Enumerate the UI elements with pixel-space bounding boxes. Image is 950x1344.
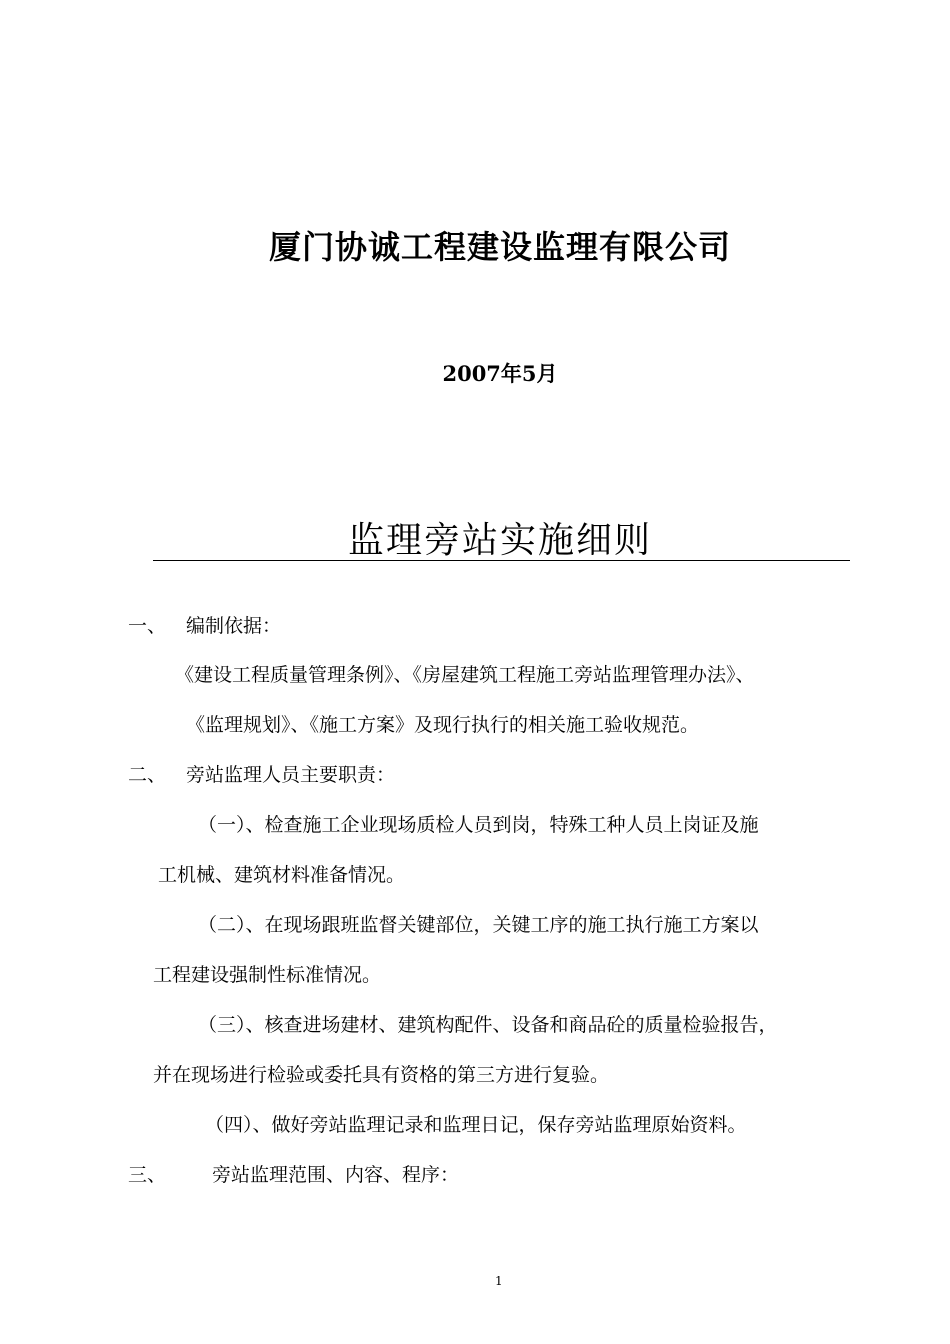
section-2-number: 二、 [128, 764, 167, 786]
section-3-heading: 旁站监理范围、内容、程序： [212, 1164, 460, 1186]
section-2-heading: 旁站监理人员主要职责： [186, 764, 396, 786]
document-title: 监理旁站实施细则 [347, 520, 652, 561]
section-2-item-2-line-1: （二）、在现场跟班监督关键部位，关键工序的施工执行施工方案以 [198, 914, 759, 936]
section-2-item-4-line-1: （四）、做好旁站监理记录和监理日记，保存旁站监理原始资料。 [205, 1114, 747, 1136]
page-number: 1 [495, 1274, 503, 1288]
section-2-item-1-line-2: 工机械、建筑材料准备情况。 [158, 864, 406, 886]
section-2-item-1-line-1: （一）、检查施工企业现场质检人员到岗，特殊工种人员上岗证及施 [198, 814, 759, 836]
section-3-number: 三、 [128, 1164, 167, 1186]
section-2-item-2-line-2: 工程建设强制性标准情况。 [153, 964, 382, 986]
section-1-heading: 编制依据： [186, 615, 282, 637]
section-2-item-3-line-1: （三）、核查进场建材、建筑构配件、设备和商品砼的质量检验报告， [198, 1014, 778, 1036]
company-name: 厦门协诚工程建设监理有限公司 [268, 228, 731, 266]
section-1-line-1: 《建设工程质量管理条例》、《房屋建筑工程施工旁站监理管理办法》、 [175, 664, 755, 686]
section-1-line-2: 《监理规划》、《施工方案》及现行执行的相关施工验收规范。 [186, 714, 700, 736]
section-2-item-3-line-2: 并在现场进行检验或委托具有资格的第三方进行复验。 [153, 1064, 610, 1086]
document-date: 2007年5月 [442, 361, 558, 386]
section-1-number: 一、 [128, 615, 167, 637]
title-underline [153, 560, 850, 561]
